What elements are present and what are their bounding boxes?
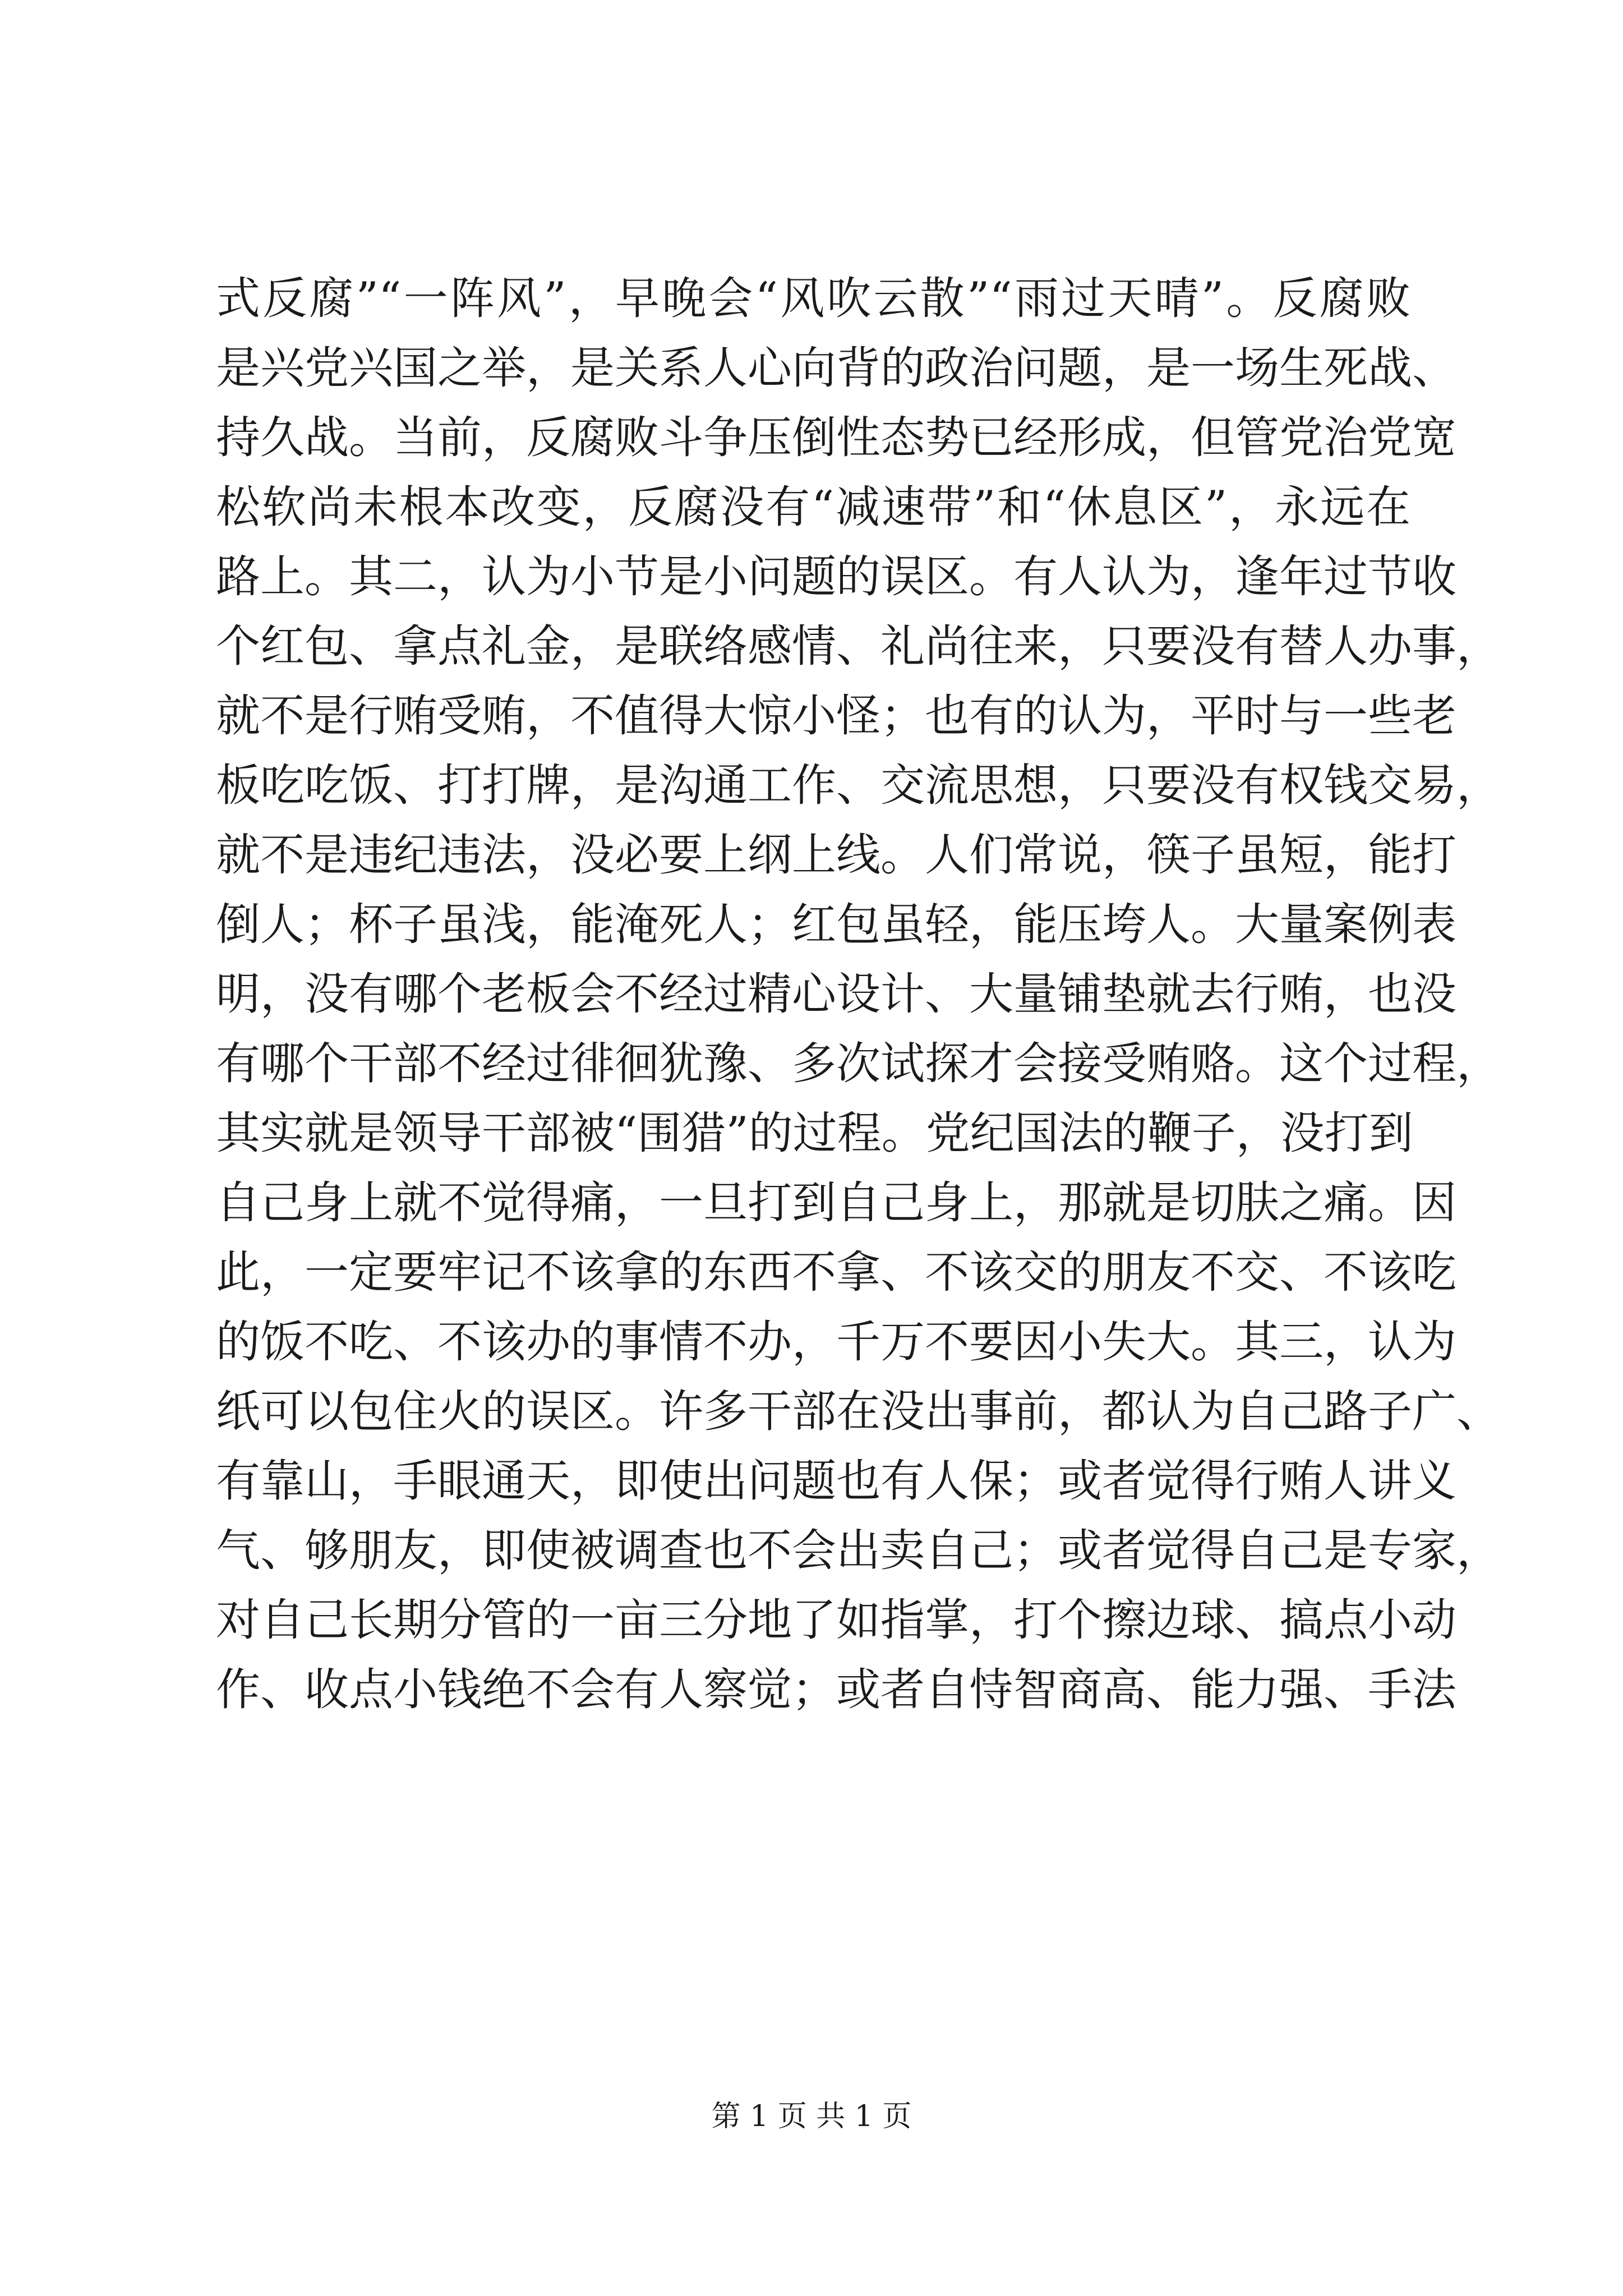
text-line: 松软尚未根本改变，反腐没有“减速带”和“休息区”，永远在 xyxy=(216,481,1410,533)
text-line: 有靠山，手眼通天，即使出问题也有人保；或者觉得行贿人讲义 xyxy=(216,1455,1456,1507)
text-line: 纸可以包住火的误区。许多干部在没出事前，都认为自己路子广、 xyxy=(216,1386,1501,1437)
text-line: 就不是行贿受贿，不值得大惊小怪；也有的认为，平时与一些老 xyxy=(216,690,1456,742)
text-line: 有哪个干部不经过徘徊犹豫、多次试探才会接受贿赂。这个过程， xyxy=(216,1038,1501,1089)
text-line: 式反腐”“一阵风”，早晚会“风吹云散”“雨过天晴”。反腐败 xyxy=(216,273,1410,324)
text-line: 板吃吃饭、打打牌，是沟通工作、交流思想，只要没有权钱交易， xyxy=(216,760,1501,811)
text-line: 对自己长期分管的一亩三分地了如指掌，打个擦边球、搞点小动 xyxy=(216,1594,1456,1646)
text-line: 是兴党兴国之举，是关系人心向背的政治问题，是一场生死战、 xyxy=(216,342,1456,394)
text-line: 持久战。当前，反腐败斗争压倒性态势已经形成，但管党治党宽 xyxy=(216,412,1456,463)
text-line: 倒人；杯子虽浅，能淹死人；红包虽轻，能压垮人。大量案例表 xyxy=(216,899,1456,950)
text-line: 此，一定要牢记不该拿的东西不拿、不该交的朋友不交、不该吃 xyxy=(216,1246,1456,1298)
text-line: 作、收点小钱绝不会有人察觉；或者自恃智商高、能力强、手法 xyxy=(216,1664,1456,1715)
text-line: 的饭不吃、不该办的事情不办，千万不要因小失大。其三，认为 xyxy=(216,1316,1456,1368)
body-text xyxy=(216,264,1501,1724)
text-line: 明，没有哪个老板会不经过精心设计、大量铺垫就去行贿，也没 xyxy=(216,968,1456,1020)
text-line: 路上。其二，认为小节是小问题的误区。有人认为，逢年过节收 xyxy=(216,551,1456,602)
text-line: 就不是违纪违法，没必要上纲上线。人们常说，筷子虽短，能打 xyxy=(216,829,1456,881)
text-line: 其实就是领导干部被“围猎”的过程。党纪国法的鞭子，没打到 xyxy=(216,1107,1413,1159)
text-line: 气、够朋友，即使被调查也不会出卖自己；或者觉得自己是专家， xyxy=(216,1525,1501,1576)
page-footer: 第 1 页 共 1 页 xyxy=(711,2100,912,2133)
text-line: 自己身上就不觉得痛，一旦打到自己身上，那就是切肤之痛。因 xyxy=(216,1177,1456,1228)
text-line: 个红包、拿点礼金，是联络感情、礼尚往来，只要没有替人办事， xyxy=(216,620,1501,672)
